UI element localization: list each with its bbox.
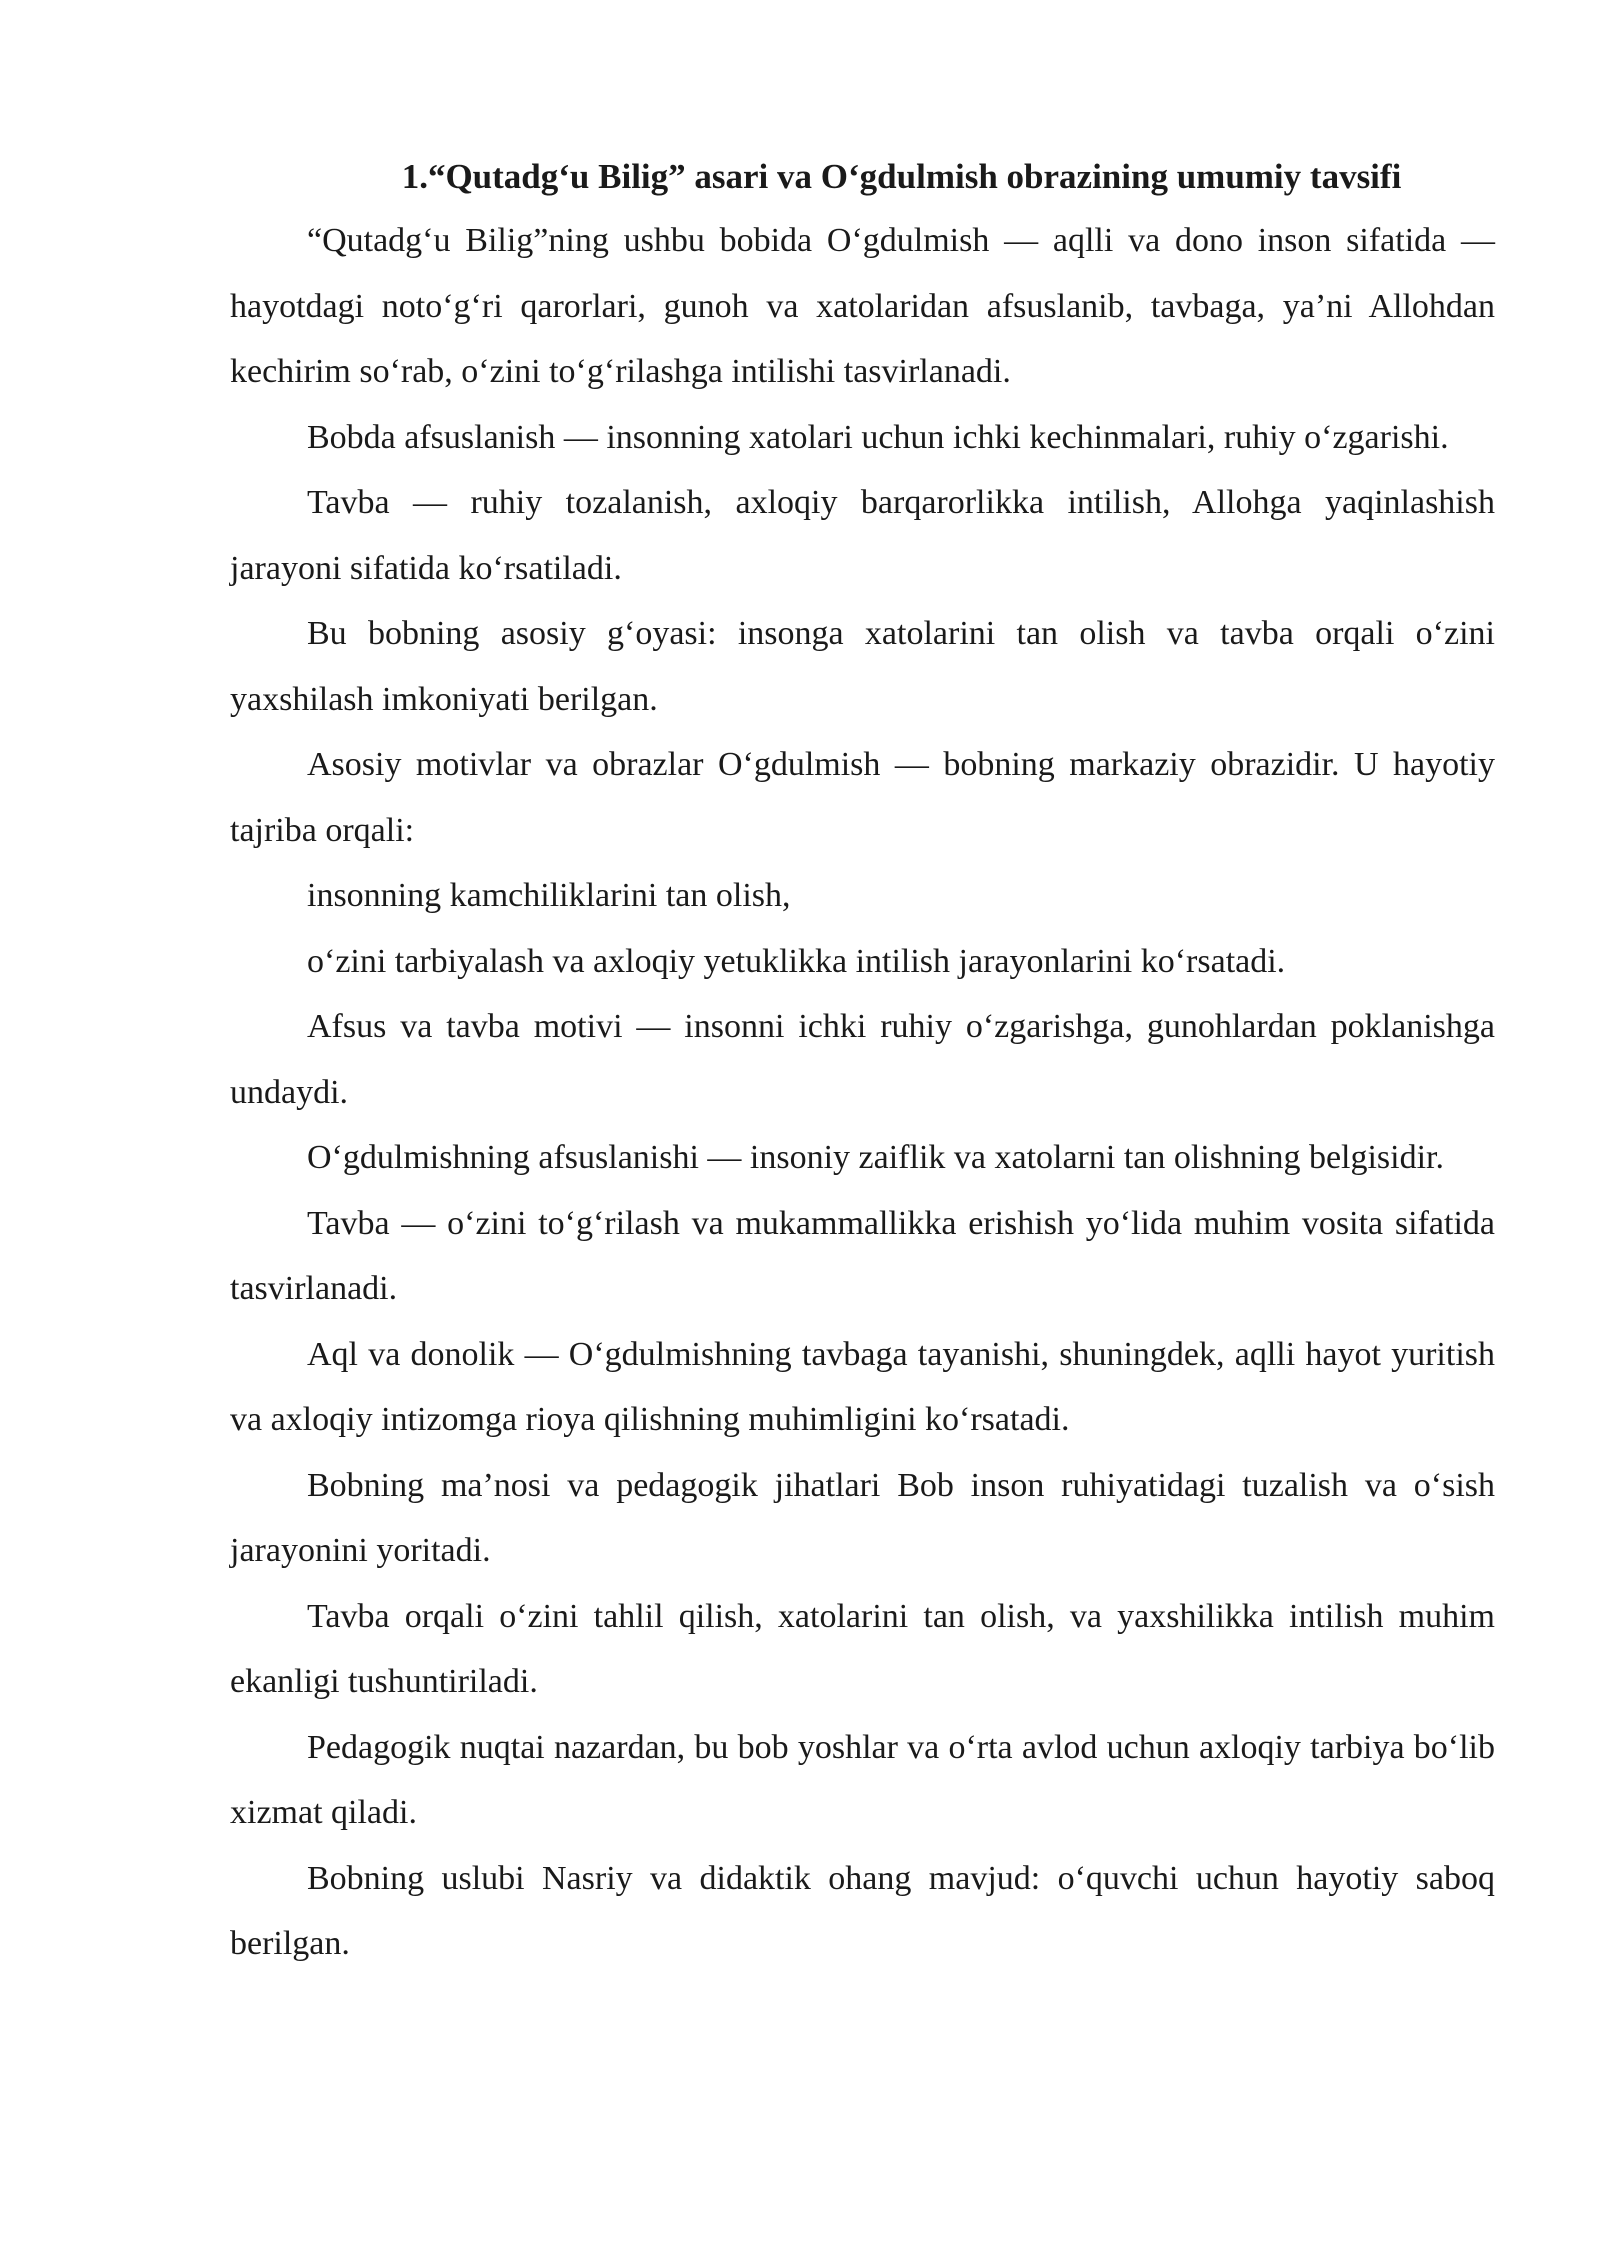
paragraph-weakness: O‘gdulmishning afsuslanishi — insoniy zaiflik va xatolarni tan olishning belgisidir.	[307, 1139, 1444, 1176]
paragraph-self-analysis: Tavba orqali o‘zini tahlil qilish, xatolarini tan olish, va yaxshilikka intilish muhim ekanligi tushuntiriladi.	[230, 1597, 1495, 1700]
paragraph-wisdom: Aql va donolik — O‘gdulmishning tavbaga tayanishi, shuningdek, aqlli hayot yuritish va axloqiy intizomga rioya qilishning muhimligini ko‘rsatadi.	[230, 1335, 1495, 1438]
paragraph-repentance: Tavba — ruhiy tozalanish, axloqiy barqarorlikka intilish, Allohga yaqinlashish jarayoni sifatida ko‘rsatiladi.	[230, 484, 1495, 587]
paragraph-meaning: Bobning ma’nosi va pedagogik jihatlari Bob inson ruhiyatidagi tuzalish va o‘sish jarayonini yoritadi.	[230, 1466, 1495, 1569]
paragraph-intro: “Qutadg‘u Bilig”ning ushbu bobida O‘gdulmish — aqlli va dono inson sifatida — hayotdagi noto‘g‘ri qarorlari, gunoh va xatolaridan afsuslanib, tavbaga, ya’ni Allohdan kechirim so‘rab, o‘zini to‘g‘rilashga intilishi tasvirlanadi.	[230, 222, 1495, 390]
document-page	[230, 148, 1495, 1977]
paragraph-list-item-2: o‘zini tarbiyalash va axloqiy yetuklikka intilish jarayonlarini ko‘rsatadi.	[307, 942, 1286, 980]
paragraph-motifs: Asosiy motivlar va obrazlar O‘gdulmish — bobning markaziy obrazidir. U hayotiy tajriba orqali:	[230, 746, 1495, 849]
paragraph-regret-motif: Afsus va tavba motivi — insonni ichki ruhiy o‘zgarishga, gunohlardan poklanishga undaydi.	[230, 1008, 1495, 1111]
paragraph-repentance-tool: Tavba — o‘zini to‘g‘rilash va mukammallikka erishish yo‘lida muhim vosita sifatida tasvirlanadi.	[230, 1204, 1495, 1307]
paragraph-list-item-1: insonning kamchiliklarini tan olish,	[307, 877, 791, 914]
paragraph-style: Bobning uslubi Nasriy va didaktik ohang mavjud: o‘quvchi uchun hayotiy saboq berilgan.	[230, 1859, 1495, 1962]
paragraph-regret: Bobda afsuslanish — insonning xatolari uchun ichki kechinmalari, ruhiy o‘zgarishi.	[307, 418, 1449, 456]
paragraph-main-idea: Bu bobning asosiy g‘oyasi: insonga xatolarini tan olish va tavba orqali o‘zini yaxshilash imkoniyati berilgan.	[230, 615, 1495, 718]
paragraph-pedagogy: Pedagogik nuqtai nazardan, bu bob yoshlar va o‘rta avlod uchun axloqiy tarbiya bo‘lib xizmat qiladi.	[230, 1728, 1495, 1831]
section-title: 1.“Qutadg‘u Bilig” asari va O‘gdulmish obrazining umumiy tavsifi	[401, 157, 1402, 196]
